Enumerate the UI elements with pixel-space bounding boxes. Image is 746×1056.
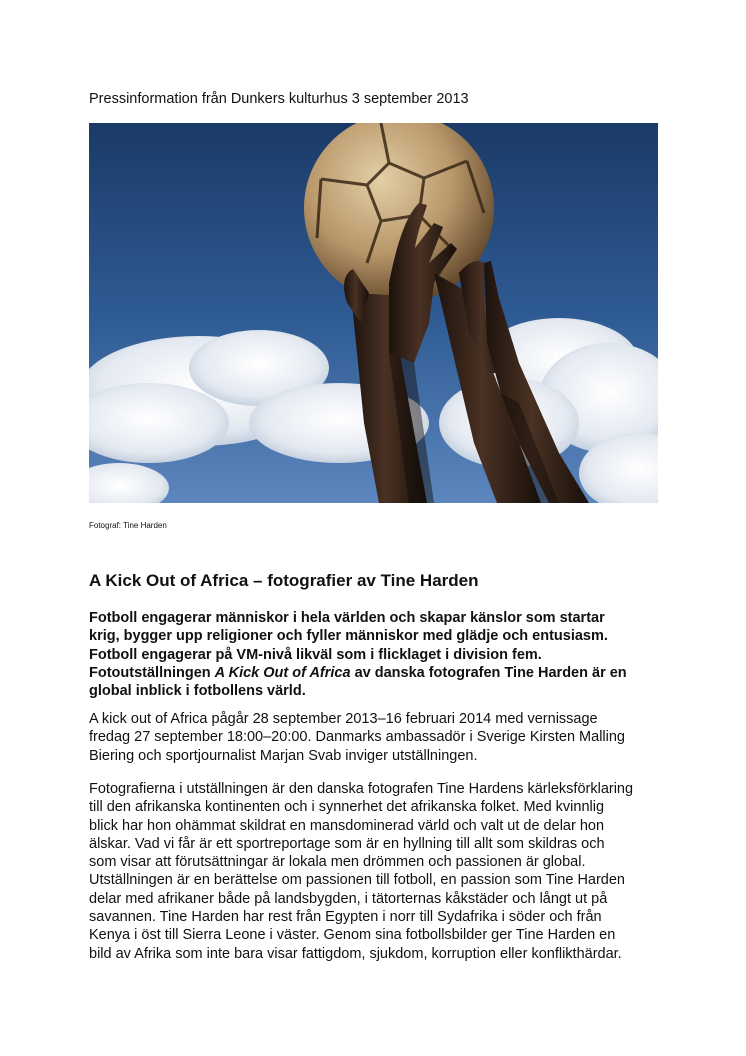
- lead-text: av danska fotografen Tine Harden är en: [350, 664, 627, 681]
- lead-line: krig, bygger upp religioner och fyller människor med glädje och entusiasm.: [89, 628, 608, 645]
- body-line: Utställningen är en berättelse om passionen till fotboll, en passion som Tine Harden: [89, 872, 625, 889]
- body-line: fredag 27 september 18:00–20:00. Danmarks ambassadör i Sverige Kirsten Malling: [89, 729, 625, 746]
- body-line: Biering och sportjournalist Marjan Svab inviger utställningen.: [89, 747, 478, 764]
- press-header: Pressinformation från Dunkers kulturhus 3 september 2013: [89, 91, 469, 107]
- body-line: bild av Afrika som inte bara visar fattigdom, sjukdom, korruption eller konflikthärdar.: [89, 945, 622, 962]
- dates-paragraph: [89, 710, 661, 765]
- body-line: Fotografierna i utställningen är den danska fotografen Tine Hardens kärleksförklaring: [89, 781, 634, 797]
- body-line: A kick out of Africa pågår 28 september 2013–16 februari 2014 med vernissage: [89, 711, 598, 727]
- lead-line: global inblick i fotbollens värld.: [89, 683, 306, 700]
- body-line: blick har hon ohämmat skildrat en mansdominerad värld och valt ut de delar hon: [89, 817, 605, 834]
- lead-paragraph: [89, 609, 661, 700]
- photo-caption: Fotograf: Tine Harden: [89, 521, 167, 530]
- hands-with-football-photo: [89, 123, 658, 503]
- body-line: älskar. Vad vi får är ett sportreportage som är en hyllning till allt som skildras och: [89, 835, 605, 852]
- exhibition-title: A Kick Out of Africa: [214, 664, 351, 681]
- body-line: savannen. Tine Harden har rest från Egypten i norr till Sydafrika i söder och från: [89, 909, 602, 926]
- lead-text: Fotoutställningen: [89, 664, 215, 681]
- body-line: till den afrikanska kontinenten och i synnerhet det afrikanska folket. Med kvinnlig: [89, 799, 605, 816]
- description-paragraph: [89, 780, 661, 963]
- lead-line: Fotboll engagerar människor i hela världen och skapar känslor som startar: [89, 610, 605, 626]
- lead-line: Fotboll engagerar på VM-nivå likväl som i flicklaget i division fem.: [89, 646, 542, 663]
- body-line: Kenya i öst till Sierra Leone i väster. Genom sina fotbollsbilder ger Tine Harden en: [89, 927, 616, 944]
- body-line: delar med afrikaner både på landsbygden, i tätorternas kåkstäder och långt ut på: [89, 890, 608, 907]
- article-title: A Kick Out of Africa – fotografier av Tine Harden: [89, 571, 479, 590]
- body-line: som visar att förutsättningar är lokala men drömmen och passionen är global.: [89, 854, 586, 871]
- lead-line: [89, 664, 661, 682]
